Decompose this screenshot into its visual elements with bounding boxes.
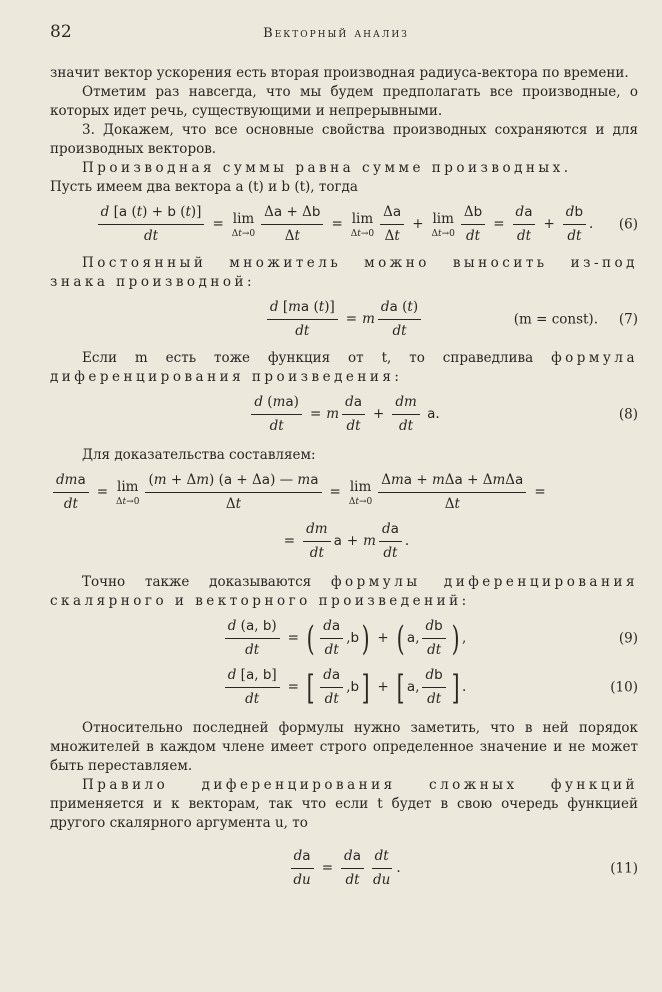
paragraph-9: Относительно последней формулы нужно заметить, что в ней порядок множителей в каждом члене имеет строго определенное значение и не может быть переставляем.	[50, 720, 638, 774]
page-header	[50, 22, 622, 46]
equation-7: $\frac{d [ma (t)]}{dt}$ = m $\frac{da (t)}{dt}$ (m = const). (7)	[50, 298, 638, 341]
equation-number-6: (6)	[618, 216, 638, 232]
const-note: (m = const).	[513, 311, 598, 327]
paragraph-7: Для доказательства составляем:	[82, 447, 316, 463]
running-title: Векторный анализ	[263, 26, 409, 41]
paragraph-6: Если m есть тоже функция от t, то справедлива формула диференцирования произведения:	[50, 350, 638, 385]
page-body	[50, 64, 638, 896]
paragraph-4: Пусть имеем два вектора a (t) и b (t), тогда	[50, 179, 358, 195]
paragraph-2: Отметим раз навсегда, что мы будем предполагать все производные, о которых идет речь, существующими и непрерывными.	[50, 84, 638, 119]
equation-number-9: (9)	[618, 630, 638, 646]
equation-number-10: (10)	[610, 679, 638, 695]
equation-proof-1: $\frac{\text{dma}}{dt}$ = lim Δt→0 $\frac{(m + \Delta m) (a + \Delta a) — ma}{\Delta t}$ = lim Δt→0 $\frac{\text{Δma + mΔa + ΔmΔa}}{\Delta t}$ =	[50, 471, 638, 514]
equation-9: $\frac{d (a, b)}{dt}$ = ( $\frac{da}{dt}$ , b ) + ( a , $\frac{db}{dt}$ ) , (9)	[50, 617, 638, 660]
page-number: 82	[50, 22, 72, 42]
paragraph-8: Точно также доказываются формулы диференцирования скалярного и векторного произведений:	[50, 574, 638, 609]
paragraph-5: Постоянный множитель можно выносить из-под знака производной:	[50, 255, 638, 290]
equation-11: $\frac{da}{du}$ = $\frac{da}{dt}$ $\frac{dt}{du}$ . (11)	[50, 847, 638, 890]
equation-number-8: (8)	[618, 406, 638, 422]
equation-number-7: (7)	[618, 311, 638, 327]
paragraph-10: Правило диференцирования сложных функций применяется и к векторам, так что если t будет в свою очередь функцией другого скалярного аргумента u, то	[50, 777, 638, 831]
equation-10: $\frac{d [a, b]}{dt}$ = [ $\frac{da}{dt}$ , b ] + [ a , $\frac{db}{dt}$ ] . (10)	[50, 666, 638, 709]
paragraph-1: значит вектор ускорения есть вторая производная радиуса-вектора по времени.	[50, 65, 629, 81]
equation-number-11: (11)	[610, 860, 638, 876]
equation-6: $\frac{d [a (t) + b (t)]}{dt}$ = lim Δt→0 $\frac{\Delta a + \Delta b}{\Delta t}$ = lim Δt→0 $\frac{\Delta a}{\Delta t}$ + lim Δt→0 $\frac{\Delta b}{dt}$ = $\frac{da}{dt}$ + $\frac{db}{dt}$ . (6)	[50, 203, 638, 246]
equation-proof-2: = $\frac{dm}{dt}$ a + m $\frac{da}{dt}$ .	[283, 521, 410, 561]
paragraph-4-spaced: Производная суммы равна сумме производных.	[82, 160, 572, 176]
equation-8: $\frac{d (ma)}{dt}$ = m $\frac{da}{dt}$ + $\frac{dm}{dt}$ a . (8)	[50, 393, 638, 436]
paragraph-3: 3. Докажем, что все основные свойства производных сохраняются и для производных векторов.	[50, 122, 638, 157]
